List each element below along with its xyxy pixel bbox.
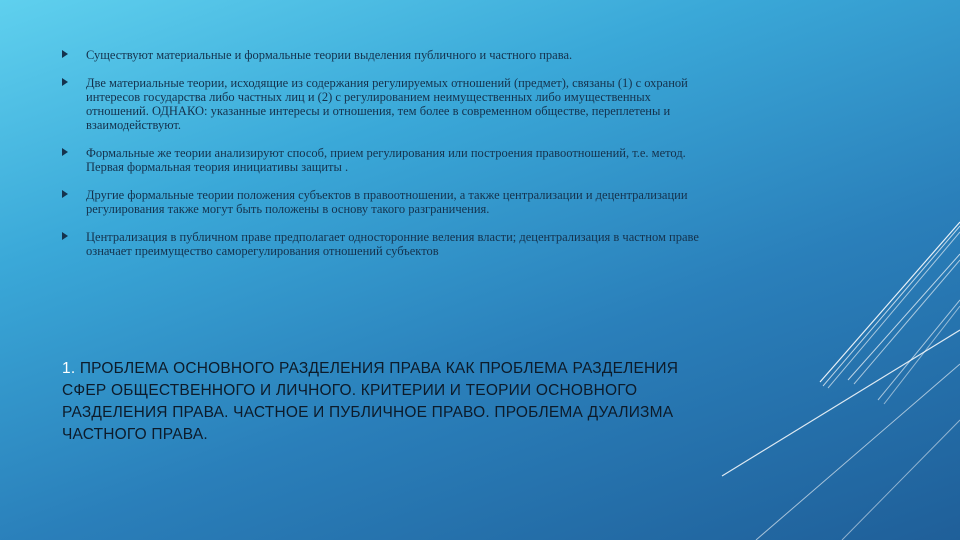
slide-title <box>62 358 702 446</box>
deco-line <box>828 232 960 388</box>
bullet-arrow-icon <box>62 232 68 240</box>
bullet-text: Формальные же теории анализируют способ, прием регулирования или построения правоотношений, т.е. метод. Первая формальная теория инициативы защиты . <box>86 146 686 174</box>
deco-line <box>823 226 960 386</box>
deco-line <box>878 300 960 400</box>
bullet-list <box>62 48 712 272</box>
deco-line <box>756 364 960 540</box>
title-text: ПРОБЛЕМА ОСНОВНОГО РАЗДЕЛЕНИЯ ПРАВА КАК ПРОБЛЕМА РАЗДЕЛЕНИЯ СФЕР ОБЩЕСТВЕННОГО И ЛИЧНОГО. КРИТЕРИИ И ТЕОРИИ ОСНОВНОГО РАЗДЕЛЕНИЯ ПРАВА. ЧАСТНОЕ И ПУБЛИЧНОЕ ПРАВО. ПРОБЛЕМА ДУАЛИЗМА ЧАСТНОГО ПРАВА. <box>62 360 679 443</box>
deco-line <box>820 222 960 382</box>
bullet-arrow-icon <box>62 190 68 198</box>
bullet-item <box>62 76 712 132</box>
deco-line <box>884 306 960 404</box>
deco-line <box>842 420 960 540</box>
bullet-item <box>62 146 712 174</box>
bullet-text: Две материальные теории, исходящие из содержания регулируемых отношений (предмет), связаны (1) с охраной интересов государства либо частных лиц и (2) с регулированием неимущественных либо имущественных отношений. ОДНАКО: указанные интересы и отношения, тем более в современном обществе, переплетены и взаимодействуют. <box>86 76 688 132</box>
title-number: 1. <box>62 360 76 377</box>
bullet-item <box>62 230 712 258</box>
bullet-arrow-icon <box>62 78 68 86</box>
bullet-text: Централизация в публичном праве предполагает односторонние веления власти; децентрализация в частном праве означает преимущество саморегулирования отношений субъектов <box>86 230 699 258</box>
bullet-item <box>62 188 712 216</box>
deco-line <box>722 330 960 476</box>
bullet-arrow-icon <box>62 50 68 58</box>
bullet-text: Другие формальные теории положения субъектов в правоотношении, а также централизации и децентрализации регулирования также могут быть положены в основу такого разграничения. <box>86 188 688 216</box>
bullet-arrow-icon <box>62 148 68 156</box>
bullet-text: Существуют материальные и формальные теории выделения публичного и частного права. <box>86 48 573 62</box>
deco-line <box>854 260 960 384</box>
deco-line <box>848 254 960 380</box>
bullet-item <box>62 48 712 62</box>
